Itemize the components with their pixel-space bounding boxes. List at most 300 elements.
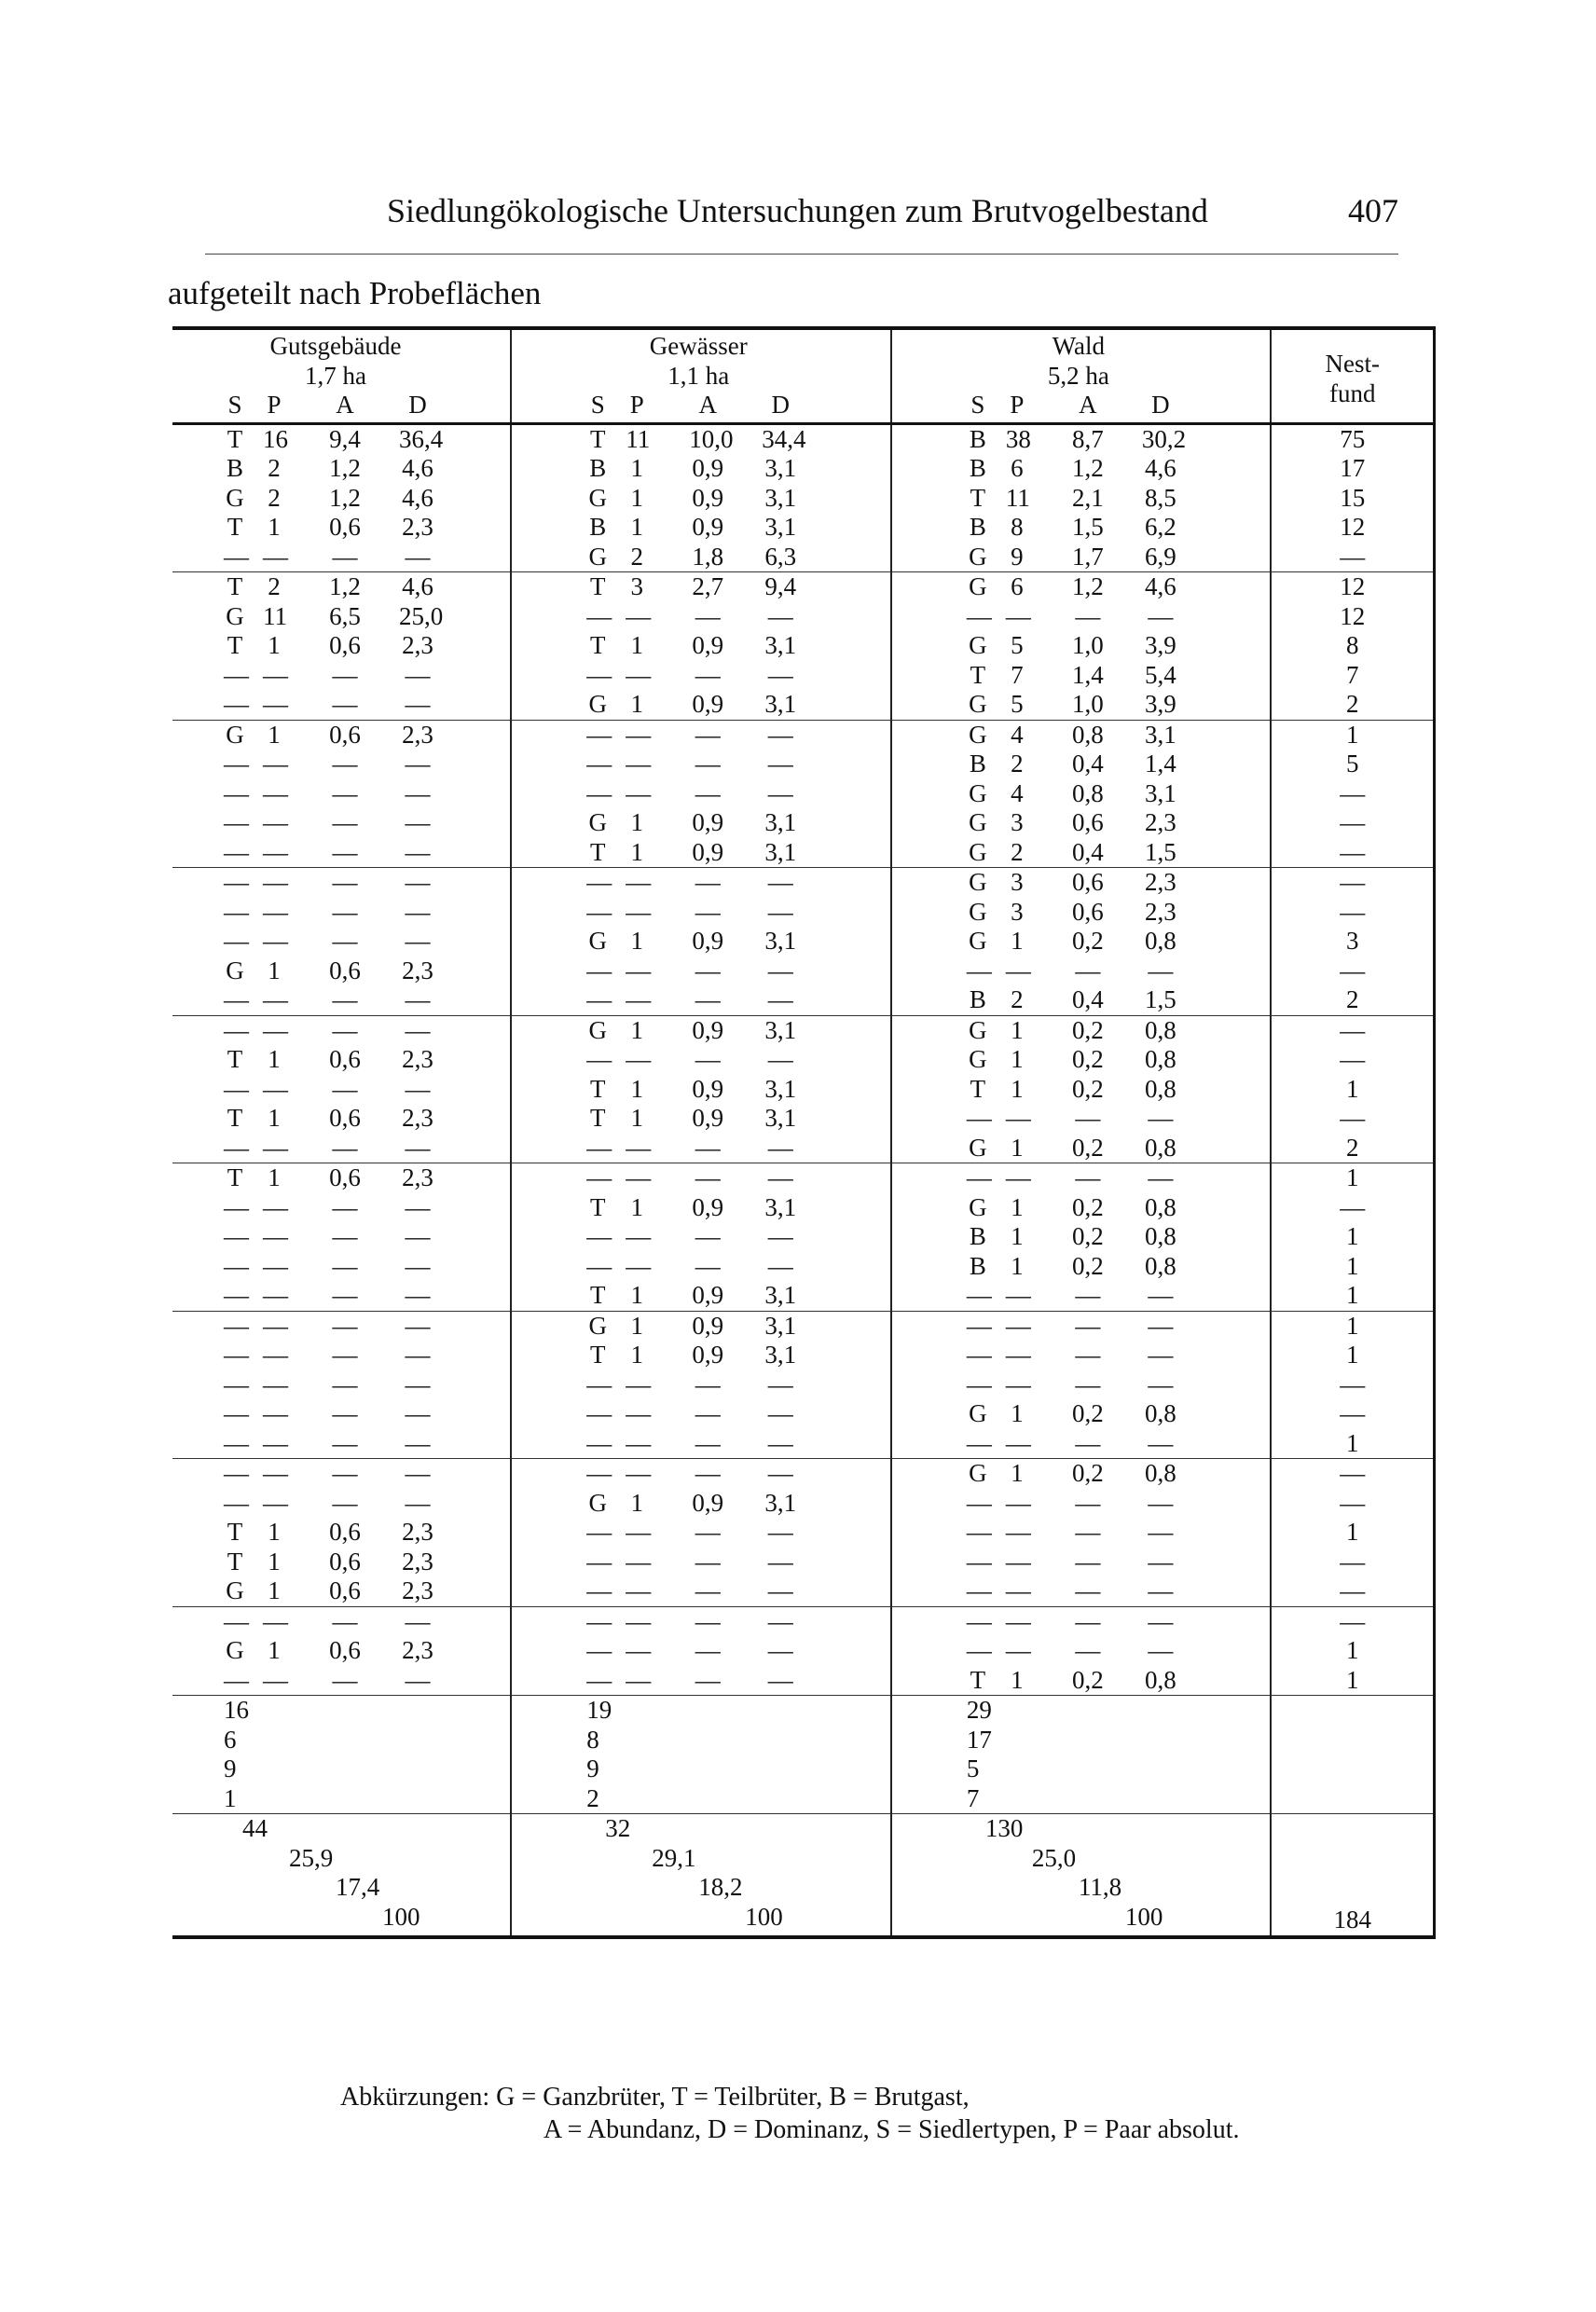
value-nestfund: 12 [1340, 601, 1366, 630]
value-p: — [263, 1251, 288, 1280]
subhead-a: A [336, 391, 354, 419]
header-title: Siedlungökologische Untersuchungen zum Brutvogelbestand [387, 192, 1208, 229]
value-a: — [332, 690, 358, 718]
value-p: — [263, 1311, 288, 1340]
table-row [967, 602, 1271, 632]
value-s: — [966, 1518, 992, 1546]
value-d: 3,1 [764, 513, 797, 541]
value-a: — [332, 897, 358, 926]
value-d: 3,1 [764, 483, 797, 512]
value-s: — [966, 601, 992, 630]
value-a: 0,9 [692, 1015, 724, 1044]
value-a: — [332, 927, 358, 955]
table-row [224, 1341, 510, 1370]
value-p: — [263, 1459, 288, 1487]
cell-wald [891, 1163, 1272, 1312]
table-row [224, 1104, 510, 1134]
value-a: — [332, 1311, 358, 1340]
value-p: — [263, 1369, 288, 1398]
type-count: 5 [966, 1755, 980, 1782]
value-d: 6,9 [1144, 542, 1176, 571]
value-a: 0,9 [692, 1281, 724, 1309]
cell-gewaesser [511, 868, 891, 1016]
value-d: 0,8 [1144, 1251, 1176, 1280]
type-count: 8 [586, 1725, 599, 1754]
value-a: 2,7 [692, 572, 724, 600]
value-nestfund: 12 [1340, 513, 1366, 541]
value-d: — [405, 1606, 431, 1635]
table-row [224, 1312, 510, 1342]
value-a: — [1075, 1104, 1101, 1132]
table-row [967, 1636, 1271, 1666]
bird-table [172, 326, 1436, 1939]
value-p: 4 [1011, 720, 1024, 749]
table-row [967, 898, 1271, 928]
count-gewaesser [511, 1696, 891, 1814]
value-d: — [405, 1281, 431, 1309]
value-s: B [226, 454, 243, 482]
value-s: G [226, 483, 244, 512]
total-wald [891, 1814, 1272, 1937]
table-row [224, 1489, 510, 1519]
cell-gutsgebaeude [172, 1606, 511, 1696]
value-p: — [263, 1341, 288, 1369]
cell-gutsgebaeude [172, 423, 511, 572]
table-row [224, 1016, 510, 1046]
value-s: — [966, 1636, 992, 1664]
value-d: — [405, 1015, 431, 1044]
value-a: — [695, 660, 721, 689]
table-row [967, 513, 1271, 543]
value-p: 1 [1011, 1459, 1024, 1487]
value-s: G [226, 720, 244, 749]
col-subheads [586, 391, 890, 420]
value-a: 0,6 [329, 1547, 361, 1576]
value-s: B [969, 424, 986, 453]
table-row [967, 1252, 1271, 1282]
cell-gewaesser [511, 423, 891, 572]
subhead-d: D [408, 391, 427, 419]
cell-gewaesser [511, 1311, 891, 1459]
table-row [224, 1636, 510, 1666]
table-row [224, 1281, 510, 1311]
value-d: — [1148, 1369, 1174, 1398]
value-s: G [588, 927, 607, 955]
value-s: — [224, 660, 249, 689]
value-a: 1,2 [1071, 454, 1104, 482]
value-p: 38 [1005, 424, 1031, 453]
table-row [224, 1134, 510, 1163]
type-count: 1 [224, 1783, 237, 1812]
value-a: 1,2 [1071, 572, 1104, 600]
value-a: — [695, 985, 721, 1013]
value-p: 1 [268, 1045, 281, 1073]
value-p: 1 [268, 1163, 281, 1191]
value-nestfund: 1 [1345, 1428, 1359, 1457]
value-a: — [695, 720, 721, 749]
value-d: — [405, 1399, 431, 1427]
total-gutsgebaeude [172, 1814, 511, 1937]
value-p: 1 [630, 1281, 643, 1309]
value-nestfund: 1 [1345, 1281, 1359, 1309]
value-a: 0,9 [692, 1341, 724, 1369]
page-number: 407 [1348, 192, 1398, 229]
value-a: 1,5 [1071, 513, 1104, 541]
value-d: — [405, 690, 431, 718]
value-a: — [332, 985, 358, 1013]
table-row [224, 898, 510, 928]
table-row [967, 1016, 1271, 1046]
value-d: — [767, 1428, 793, 1457]
value-p: — [1005, 1341, 1031, 1369]
count-wald [891, 1696, 1272, 1814]
value-s: G [588, 1311, 607, 1340]
cell-gutsgebaeude [172, 1459, 511, 1607]
value-a: 0,6 [329, 1576, 361, 1604]
value-p: 1 [268, 1636, 281, 1664]
table-row [967, 631, 1271, 661]
value-d: 3,1 [764, 927, 797, 955]
value-d: 2,3 [402, 1163, 433, 1191]
value-nestfund: 1 [1345, 1518, 1359, 1546]
value-p: — [626, 1428, 652, 1457]
value-p: 8 [1011, 513, 1024, 541]
value-d: 25,0 [399, 601, 444, 630]
value-p: — [626, 1665, 652, 1694]
subhead-d: D [771, 391, 790, 419]
subhead-p: P [267, 391, 282, 419]
value-nestfund: — [1340, 1045, 1366, 1073]
value-p: — [263, 1222, 288, 1250]
value-d: — [405, 897, 431, 926]
value-s: — [966, 1311, 992, 1340]
value-p: 7 [1011, 660, 1024, 689]
table-row [224, 602, 510, 632]
value-s: — [586, 750, 612, 778]
col-head-nestfund [1271, 328, 1434, 423]
value-nestfund: 2 [1345, 690, 1359, 718]
value-s: G [969, 631, 987, 659]
value-a: 0,2 [1071, 1133, 1104, 1162]
value-nestfund: 17 [1340, 454, 1366, 482]
table-row [967, 454, 1271, 484]
value-d: — [767, 720, 793, 749]
value-a: — [695, 1518, 721, 1546]
table-row [967, 1370, 1271, 1400]
col-subheads [224, 391, 510, 420]
value-a: — [695, 1369, 721, 1398]
table-row [967, 1607, 1271, 1637]
table-row [586, 985, 890, 1015]
value-s: — [224, 1015, 249, 1044]
table-row [586, 1104, 890, 1134]
value-s: B [589, 513, 607, 541]
value-a: 0,6 [329, 1518, 361, 1546]
value-d: — [405, 778, 431, 807]
count-nestfund [1271, 1696, 1434, 1814]
table-row [586, 1341, 890, 1370]
value-p: — [1005, 1311, 1031, 1340]
value-a: 1,2 [329, 454, 361, 482]
table-row [224, 927, 510, 956]
value-nestfund: 5 [1345, 750, 1359, 778]
value-s: — [586, 1606, 612, 1635]
value-s: T [590, 837, 606, 866]
value-p: 1 [268, 956, 281, 984]
value-nestfund: 1 [1345, 1341, 1359, 1369]
value-p: 1 [1011, 1015, 1024, 1044]
value-d: — [767, 1665, 793, 1694]
value-s: T [590, 1104, 606, 1132]
value-s: — [586, 1369, 612, 1398]
value-p: 9 [1011, 542, 1024, 571]
value-d: 0,8 [1144, 1074, 1176, 1103]
value-d: — [405, 1311, 431, 1340]
value-d: — [405, 1341, 431, 1369]
total-pairs: 32 [605, 1814, 631, 1842]
table-row [586, 1607, 890, 1637]
value-d: 2,3 [402, 1518, 433, 1546]
value-s: — [586, 1045, 612, 1073]
value-a: — [332, 1399, 358, 1427]
cell-wald [891, 1311, 1272, 1459]
value-d: — [767, 1163, 793, 1191]
cell-gutsgebaeude [172, 1015, 511, 1163]
value-p: 1 [268, 513, 281, 541]
value-p: — [263, 808, 288, 836]
value-p: 1 [630, 631, 643, 659]
value-p: 11 [1005, 483, 1030, 512]
value-d: 3,1 [764, 1311, 797, 1340]
table-row [586, 1193, 890, 1223]
value-s: G [969, 1045, 987, 1073]
value-p: 1 [1011, 1133, 1024, 1162]
table-row [967, 1163, 1271, 1193]
value-a: — [332, 778, 358, 807]
cell-gewaesser [511, 1459, 891, 1607]
value-nestfund: 75 [1340, 424, 1366, 453]
total-density: 17,4 [336, 1873, 380, 1901]
value-s: — [966, 1606, 992, 1635]
value-d: 2,3 [402, 1636, 433, 1664]
value-s: — [966, 1576, 992, 1604]
footnote-line-1: Abkürzungen: G = Ganzbrüter, T = Teilbrüter, B = Brutgast, [340, 2083, 970, 2112]
value-p: — [1005, 1163, 1031, 1191]
value-d: — [1148, 1576, 1174, 1604]
value-a: — [695, 868, 721, 896]
value-a: 0,8 [1071, 778, 1104, 807]
table-row [967, 1312, 1271, 1342]
col-name: Gewässer [649, 332, 748, 360]
value-d: — [767, 601, 793, 630]
value-p: — [626, 1399, 652, 1427]
value-a: 0,6 [329, 1104, 361, 1132]
value-s: — [224, 837, 249, 866]
value-s: T [227, 513, 243, 541]
value-d: 4,6 [402, 572, 433, 600]
total-nestfund [1271, 1814, 1434, 1937]
value-p: 6 [1011, 454, 1024, 482]
value-d: 0,8 [1144, 1665, 1176, 1694]
value-d: 3,1 [764, 1488, 797, 1517]
cell-gewaesser [511, 720, 891, 868]
value-a: 0,9 [692, 631, 724, 659]
table-row [586, 1518, 890, 1548]
value-s: T [590, 572, 606, 600]
subhead-s: S [227, 391, 242, 419]
type-count: 9 [586, 1755, 599, 1782]
value-d: — [405, 837, 431, 866]
value-d: — [405, 750, 431, 778]
value-s: — [224, 1311, 249, 1340]
value-p: — [626, 1576, 652, 1604]
value-s: — [586, 868, 612, 896]
value-d: 0,8 [1144, 1133, 1176, 1162]
value-p: — [1005, 1547, 1031, 1576]
value-d: — [405, 808, 431, 836]
value-p: — [263, 1606, 288, 1635]
value-nestfund: — [1340, 1369, 1366, 1398]
value-p: 2 [630, 542, 643, 571]
value-a: 1,0 [1071, 631, 1104, 659]
value-s: G [969, 720, 987, 749]
value-p: — [626, 897, 652, 926]
table-row [967, 868, 1271, 898]
table-row [224, 1193, 510, 1223]
value-s: T [590, 1341, 606, 1369]
value-nestfund: — [1340, 897, 1366, 926]
value-s: — [224, 1399, 249, 1427]
total-abundance: 29,1 [652, 1843, 696, 1872]
value-nestfund: 1 [1345, 1665, 1359, 1694]
value-s: — [586, 1399, 612, 1427]
value-a: 2,1 [1071, 483, 1104, 512]
table-row [224, 513, 510, 543]
value-s: — [224, 1133, 249, 1162]
value-p: — [626, 1163, 652, 1191]
table-row [967, 425, 1271, 455]
type-count: 19 [586, 1696, 612, 1724]
value-a: 0,9 [692, 1074, 724, 1103]
value-a: — [695, 1222, 721, 1250]
value-p: 1 [630, 1104, 643, 1132]
value-nestfund: — [1340, 1192, 1366, 1221]
value-s: T [590, 424, 606, 453]
value-d: 2,3 [1144, 897, 1176, 926]
table-row [224, 1252, 510, 1282]
table-row [586, 1252, 890, 1282]
value-a: — [695, 1133, 721, 1162]
value-p: — [263, 690, 288, 718]
col-name: Nest- fund [1325, 350, 1380, 407]
value-p: — [263, 1015, 288, 1044]
value-p: — [263, 778, 288, 807]
table-row [586, 956, 890, 986]
nestfund-total: 184 [1333, 1906, 1371, 1934]
value-d: — [405, 985, 431, 1013]
value-d: — [767, 660, 793, 689]
type-count: 29 [966, 1696, 992, 1724]
cell-nestfund [1271, 720, 1434, 868]
value-p: 1 [630, 837, 643, 866]
value-s: G [969, 1133, 987, 1162]
value-a: — [332, 1341, 358, 1369]
value-s: — [224, 1341, 249, 1369]
cell-gutsgebaeude [172, 572, 511, 721]
value-p: 1 [630, 690, 643, 718]
value-a: — [332, 1665, 358, 1694]
value-d: — [767, 1399, 793, 1427]
value-a: 0,9 [692, 513, 724, 541]
value-p: 5 [1011, 690, 1024, 718]
table-row [586, 543, 890, 572]
value-d: 6,2 [1144, 513, 1176, 541]
value-p: 16 [263, 424, 288, 453]
value-a: 0,9 [692, 808, 724, 836]
table-row [224, 454, 510, 484]
value-s: — [586, 1459, 612, 1487]
value-s: G [969, 1015, 987, 1044]
value-d: — [1148, 1311, 1174, 1340]
value-a: 0,8 [1071, 720, 1104, 749]
table-row [586, 661, 890, 691]
value-p: 1 [1011, 1399, 1024, 1427]
total-abundance: 25,0 [1031, 1843, 1077, 1872]
value-s: G [969, 1399, 987, 1427]
value-s: — [224, 1192, 249, 1221]
cell-wald [891, 1015, 1272, 1163]
value-s: — [586, 1251, 612, 1280]
table-row [224, 1370, 510, 1400]
value-s: T [970, 483, 986, 512]
value-a: 0,9 [692, 1104, 724, 1132]
table-row [224, 721, 510, 750]
value-d: 3,1 [764, 1104, 797, 1132]
value-p: 2 [1011, 837, 1024, 866]
col-name: Wald [1052, 332, 1105, 360]
table-row [967, 750, 1271, 779]
type-count: 7 [966, 1783, 980, 1812]
value-a: — [695, 778, 721, 807]
subhead-p: P [1010, 391, 1025, 419]
value-d: 1,5 [1144, 837, 1176, 866]
table-row [967, 1222, 1271, 1252]
table-row [586, 690, 890, 720]
value-nestfund: 1 [1345, 1222, 1359, 1250]
value-s: B [969, 454, 986, 482]
value-s: T [227, 1547, 243, 1576]
value-s: T [227, 1045, 243, 1073]
value-p: 11 [263, 601, 287, 630]
value-a: — [332, 1015, 358, 1044]
value-d: 3,1 [764, 1074, 797, 1103]
value-nestfund: 12 [1340, 572, 1366, 600]
value-s: T [970, 1074, 986, 1103]
value-p: — [626, 720, 652, 749]
table-row [967, 956, 1271, 986]
type-count: 9 [224, 1755, 237, 1782]
value-p: — [626, 1518, 652, 1546]
value-a: — [695, 750, 721, 778]
count-gutsgebaeude [172, 1696, 511, 1814]
cell-wald [891, 423, 1272, 572]
value-s: B [969, 750, 986, 778]
value-p: 3 [630, 572, 643, 600]
value-d: — [767, 778, 793, 807]
value-s: T [590, 631, 606, 659]
value-d: — [1148, 1547, 1174, 1576]
col-subheads [967, 391, 1271, 420]
